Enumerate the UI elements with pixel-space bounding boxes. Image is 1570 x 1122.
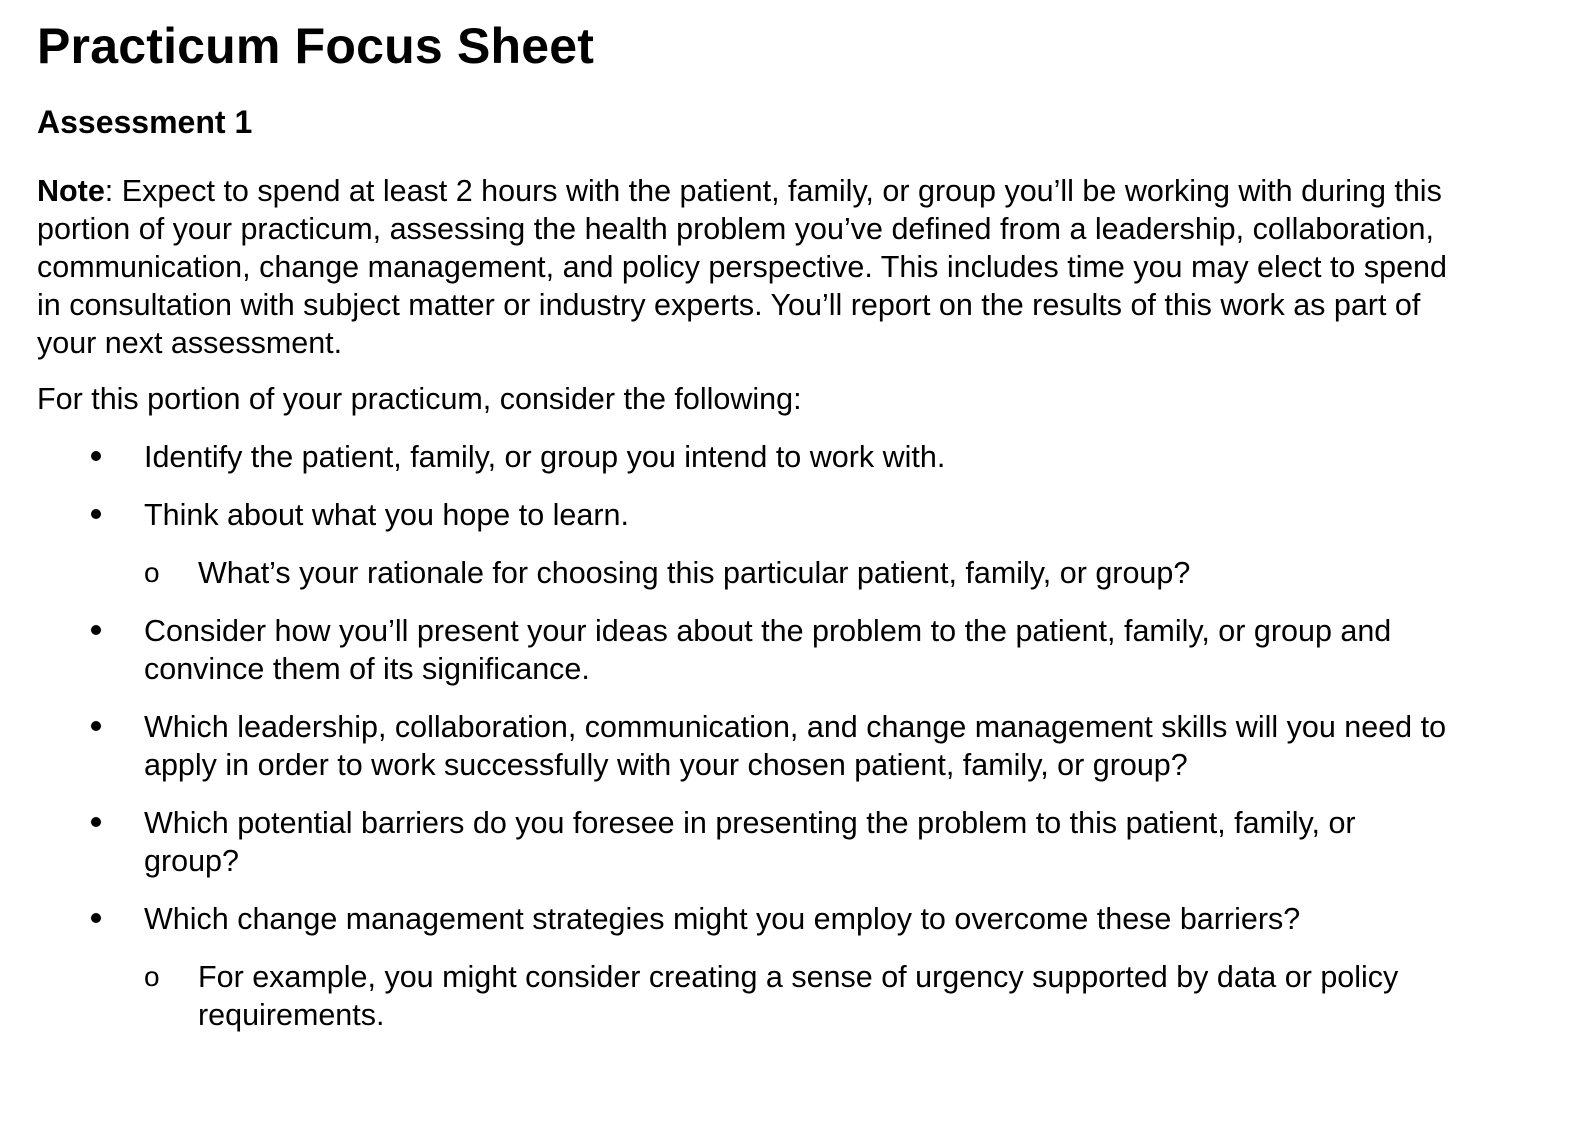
note-label: Note (37, 174, 105, 208)
list-item-text: Consider how you’ll present your ideas about the problem to the patient, family, or group and convince them of its significance. (144, 614, 1392, 686)
list-item-text: What’s your rationale for choosing this particular patient, family, or group? (198, 556, 1191, 590)
note-paragraph (37, 172, 1457, 362)
list-item-text: Which potential barriers do you foresee in presenting the problem to this patient, family, or group? (144, 806, 1356, 878)
list-item-text: Identify the patient, family, or group you intend to work with. (144, 440, 946, 474)
list-item (37, 612, 1457, 688)
note-text: : Expect to spend at least 2 hours with the patient, family, or group you’ll be working with during this portion of your practicum, assessing the health problem you’ve defined from a leadership, collaboration, communication, change management, and policy perspective. This includes time you may elect to spend in consultation with subject matter or industry experts. You’ll report on the results of this work as part of your next assessment. (37, 174, 1447, 360)
sub-bullet-marker: o (144, 961, 160, 992)
bullet-marker (86, 804, 106, 842)
list-item-text: For example, you might consider creating a sense of urgency supported by data or policy requirements. (198, 960, 1399, 1032)
sub-list-item (37, 554, 1457, 592)
list-item (37, 708, 1457, 784)
sub-list-item (37, 958, 1457, 1034)
document-subtitle: Assessment 1 (37, 104, 253, 140)
list-item (37, 804, 1457, 880)
bullet-marker (86, 438, 106, 476)
list-item-text: Which leadership, collaboration, communication, and change management skills will you need to apply in order to work successfully with your chosen patient, family, or group? (144, 710, 1447, 782)
list-item-text: Which change management strategies might you employ to overcome these barriers? (144, 902, 1301, 936)
bullet-marker (86, 496, 106, 534)
list-item-text: Think about what you hope to learn. (144, 498, 629, 532)
bullet-marker (86, 900, 106, 938)
intro-paragraph: For this portion of your practicum, consider the following: (37, 382, 802, 416)
list-item (37, 438, 1457, 476)
consideration-list (37, 438, 1457, 1034)
list-item (37, 496, 1457, 534)
sub-bullet-marker: o (144, 557, 160, 588)
bullet-marker (86, 612, 106, 650)
document-title: Practicum Focus Sheet (37, 18, 595, 74)
bullet-marker (86, 708, 106, 746)
list-item (37, 900, 1457, 938)
